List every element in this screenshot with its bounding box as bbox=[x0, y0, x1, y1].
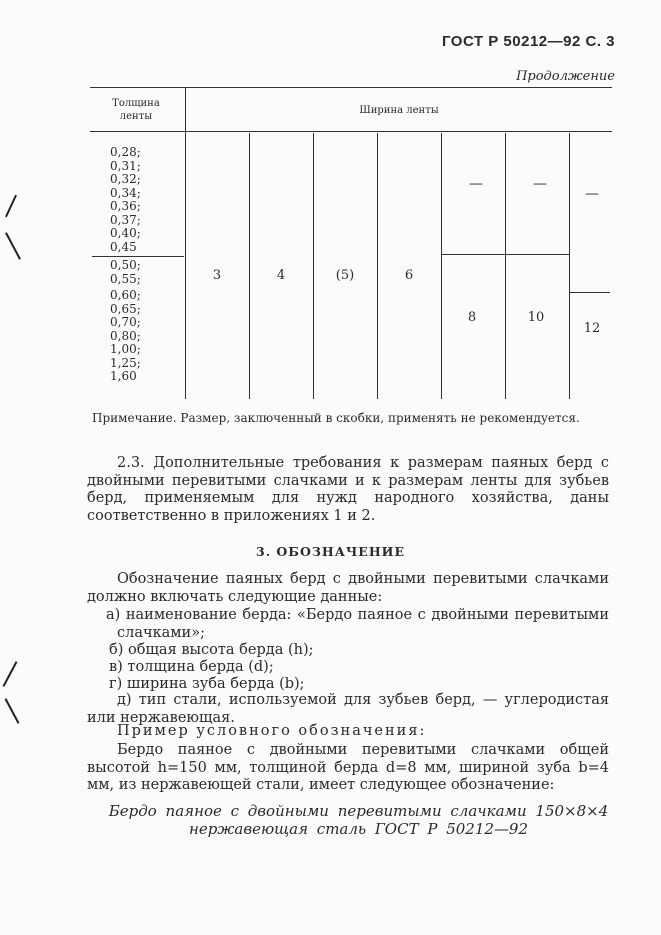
width-cell: 12 bbox=[583, 321, 601, 336]
list-item: г) ширина зуба берда (b); bbox=[109, 676, 305, 692]
page-header: ГОСТ Р 50212—92 С. 3 bbox=[441, 33, 615, 50]
thickness-group-rule bbox=[92, 256, 184, 257]
example-text: Бердо паяное с двойными перевитыми слачками общей высотой h=150 мм, толщиной берда d=8 мм, шириной зуба b=4 мм, из нержавеющей стали, имеет следующее обозначение: bbox=[87, 742, 609, 794]
col-divider bbox=[505, 133, 506, 399]
table-header-rule bbox=[90, 131, 612, 132]
col-divider bbox=[569, 133, 570, 399]
thickness-value: 0,28; bbox=[110, 145, 141, 159]
thickness-value: 0,36; bbox=[110, 199, 141, 213]
thickness-value: 0,60; bbox=[110, 288, 141, 302]
table-top-rule bbox=[90, 87, 612, 88]
margin-mark bbox=[5, 195, 17, 218]
thickness-group-2 bbox=[110, 259, 141, 286]
col-divider bbox=[249, 133, 250, 399]
thickness-value: 1,60 bbox=[110, 369, 137, 383]
width-cell: 6 bbox=[404, 268, 414, 283]
list-item: б) общая высота берда (h); bbox=[109, 642, 314, 658]
paragraph-2-3: 2.3. Дополнительные требования к размерам паяных берд с двойными перевитыми слачками и к размерам ленты для зубьев берд, применяемым для нужд народного хозяйства, даны соответственно в приложениях 1 и 2. bbox=[87, 455, 609, 524]
list-item: д) тип стали, используемой для зубьев берд, — углеродистая или нержавеющая. bbox=[87, 692, 609, 726]
width-cell: 3 bbox=[212, 268, 222, 283]
dash-cell: — bbox=[469, 176, 483, 192]
col-divider bbox=[441, 133, 442, 399]
list-item: а) наименование берда: «Бердо паяное с двойными перевитыми слачками»; bbox=[106, 607, 609, 641]
thickness-value: 0,45 bbox=[110, 239, 137, 254]
thickness-value: 0,50; bbox=[110, 258, 141, 272]
margin-mark bbox=[5, 232, 21, 259]
thickness-value: 0,34; bbox=[110, 185, 141, 200]
row-rule bbox=[570, 292, 610, 293]
thickness-value: 0,32; bbox=[110, 172, 141, 186]
section-intro: Обозначение паяных берд с двойными перевитыми слачками должно включать следующие данные: bbox=[87, 571, 609, 605]
thickness-group-3 bbox=[110, 289, 141, 384]
row-rule bbox=[442, 254, 569, 255]
thickness-value: 1,00; bbox=[110, 342, 141, 356]
thickness-value: 0,65; bbox=[110, 301, 141, 316]
width-cell: 10 bbox=[527, 310, 545, 325]
thickness-value: 0,40; bbox=[110, 226, 141, 240]
col-divider bbox=[313, 133, 314, 399]
table-note: Примечание. Размер, заключенный в скобки, применять не рекомендуется. bbox=[92, 411, 580, 425]
table-stub-divider bbox=[185, 87, 186, 399]
width-cell: 4 bbox=[276, 268, 286, 283]
list-item: в) толщина берда (d); bbox=[109, 659, 274, 675]
section-title: 3. ОБОЗНАЧЕНИЕ bbox=[256, 544, 405, 559]
thickness-value: 0,80; bbox=[110, 328, 141, 343]
example-label: Пример условного обозначения: bbox=[117, 723, 427, 739]
continuation-label: Продолжение bbox=[516, 69, 615, 84]
thickness-value: 0,70; bbox=[110, 315, 141, 329]
margin-mark bbox=[5, 698, 20, 724]
width-cell: (5) bbox=[335, 268, 355, 283]
thickness-group-1 bbox=[110, 146, 141, 254]
col-header-thickness: Толщина ленты bbox=[112, 98, 160, 122]
dash-cell: — bbox=[585, 186, 599, 202]
col-header-width: Ширина ленты bbox=[359, 105, 439, 116]
width-cell: 8 bbox=[467, 310, 477, 325]
col-divider bbox=[377, 133, 378, 399]
dash-cell: — bbox=[533, 176, 547, 192]
thickness-value: 1,25; bbox=[110, 355, 141, 370]
thickness-value: 0,31; bbox=[110, 158, 141, 173]
margin-mark bbox=[3, 661, 18, 687]
thickness-value: 0,55; bbox=[110, 271, 141, 286]
example-designation: Бердо паяное с двойными перевитыми слачками 150×8×4 нержавеющая сталь ГОСТ Р 50212—92 bbox=[108, 802, 609, 838]
thickness-value: 0,37; bbox=[110, 212, 141, 227]
